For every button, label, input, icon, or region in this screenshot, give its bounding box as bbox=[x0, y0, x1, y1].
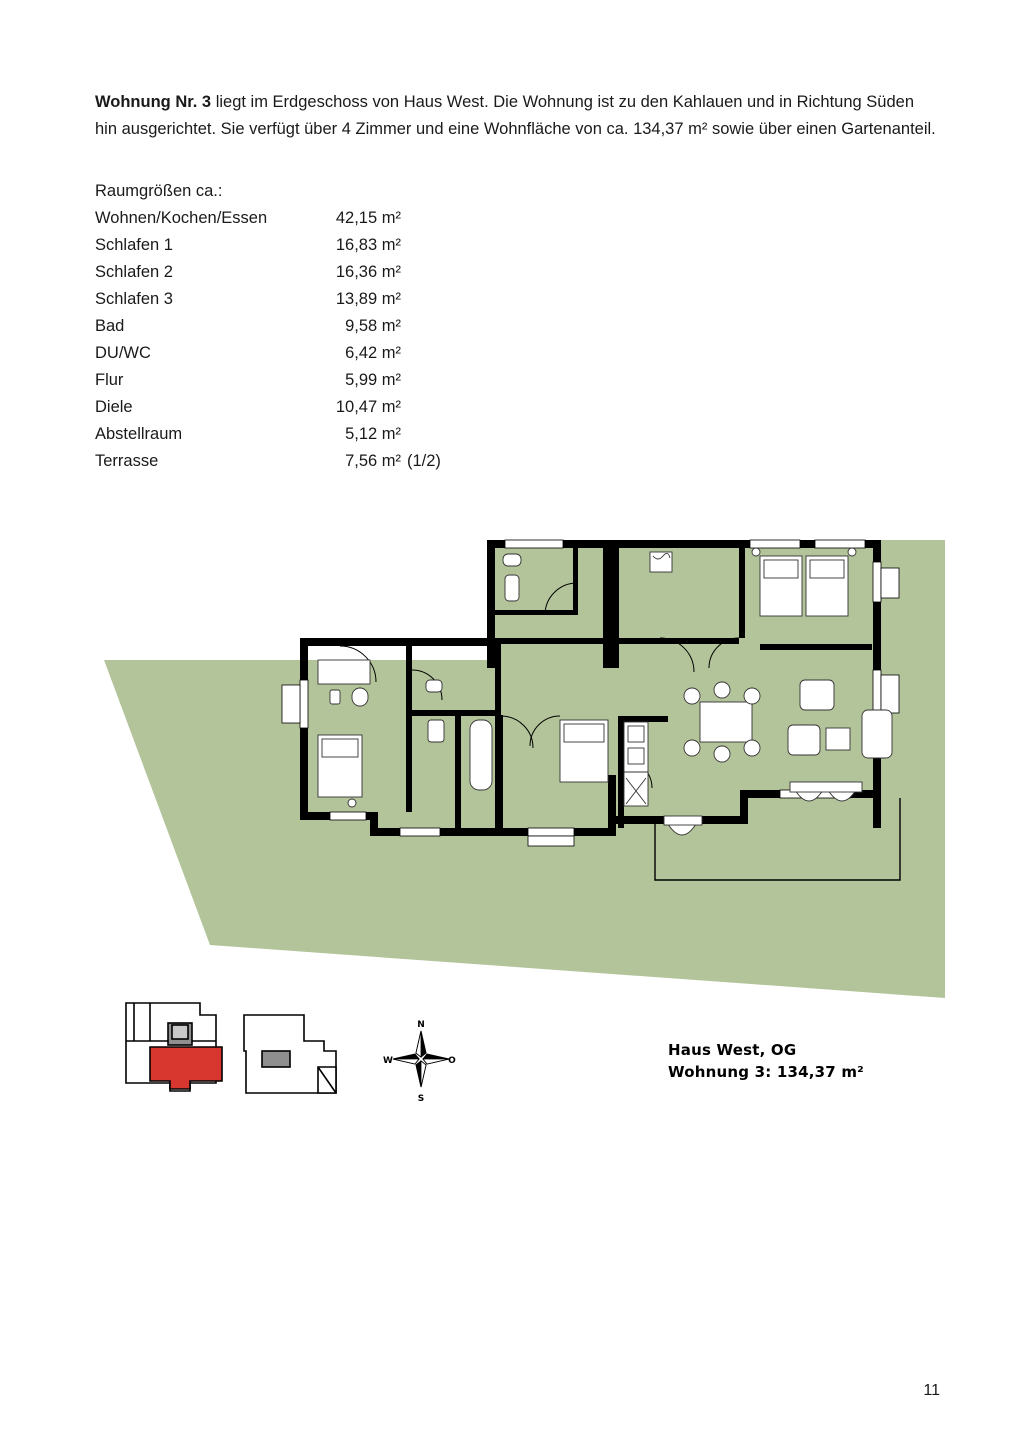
floorplan-figure bbox=[0, 520, 1018, 1020]
room-note bbox=[401, 313, 441, 340]
keyplan-highlight bbox=[126, 1003, 222, 1091]
table-row bbox=[95, 313, 441, 340]
room-note bbox=[401, 259, 441, 286]
table-row bbox=[95, 259, 441, 286]
room-area: 6,42 m² bbox=[345, 344, 401, 362]
floorplan-caption bbox=[668, 1039, 864, 1083]
table-row bbox=[95, 286, 441, 313]
room-label: Bad bbox=[95, 317, 125, 335]
table-row bbox=[95, 448, 441, 475]
compass-east-label: O bbox=[448, 1056, 456, 1066]
table-row bbox=[95, 367, 441, 394]
room-area: 7,56 m² bbox=[345, 452, 401, 470]
room-sizes-heading: Raumgrößen ca.: bbox=[95, 182, 223, 200]
room-note bbox=[401, 232, 441, 259]
intro-body-text: liegt im Erdgeschoss von Haus West. Die Wohnung ist zu den Kahlauen und in Richtung Süden hin ausgerichtet. Sie verfügt über 4 Zimmer und eine Wohnfläche von ca. 134,37 m² sowie über einen Gartenanteil. bbox=[95, 92, 936, 138]
room-label: Schlafen 1 bbox=[95, 236, 173, 254]
room-area: 5,12 m² bbox=[345, 425, 401, 443]
room-area: 9,58 m² bbox=[345, 317, 401, 335]
intro-paragraph bbox=[95, 89, 940, 143]
room-note bbox=[401, 340, 441, 367]
room-label: Flur bbox=[95, 371, 124, 389]
table-row bbox=[95, 232, 441, 259]
compass-rose bbox=[393, 1031, 449, 1087]
room-label: Schlafen 2 bbox=[95, 263, 173, 281]
room-label: Abstellraum bbox=[95, 425, 183, 443]
room-label: Diele bbox=[95, 398, 133, 416]
table-row bbox=[95, 340, 441, 367]
room-sizes-table bbox=[95, 205, 441, 475]
room-area: 42,15 m² bbox=[335, 209, 401, 227]
caption-unit-area: Wohnung 3: 134,37 m² bbox=[668, 1063, 864, 1081]
compass-west-label: W bbox=[383, 1056, 393, 1066]
table-row bbox=[95, 205, 441, 232]
room-sizes-block bbox=[95, 178, 515, 475]
page-number: 11 bbox=[923, 1382, 940, 1399]
room-label: Wohnen/Kochen/Essen bbox=[95, 209, 268, 227]
room-area: 13,89 m² bbox=[335, 290, 401, 308]
room-note bbox=[401, 421, 441, 448]
room-label: Schlafen 3 bbox=[95, 290, 173, 308]
table-row bbox=[95, 394, 441, 421]
room-note bbox=[401, 394, 441, 421]
caption-building: Haus West, OG bbox=[668, 1041, 797, 1059]
room-area: 5,99 m² bbox=[345, 371, 401, 389]
compass-south-label: S bbox=[417, 1094, 425, 1104]
room-note bbox=[401, 286, 441, 313]
room-note bbox=[401, 367, 441, 394]
room-label: Terrasse bbox=[95, 452, 159, 470]
table-row bbox=[95, 421, 441, 448]
floorplan-legend-row bbox=[0, 995, 1018, 1115]
room-note: (1/2) bbox=[407, 452, 441, 470]
room-area: 16,36 m² bbox=[335, 263, 401, 281]
compass-north-label: N bbox=[417, 1020, 425, 1030]
room-area: 16,83 m² bbox=[335, 236, 401, 254]
room-label: DU/WC bbox=[95, 344, 151, 362]
room-note bbox=[401, 205, 441, 232]
intro-bold-lead: Wohnung Nr. 3 bbox=[95, 92, 212, 111]
keyplan-context bbox=[244, 1015, 336, 1093]
room-area: 10,47 m² bbox=[335, 398, 401, 416]
